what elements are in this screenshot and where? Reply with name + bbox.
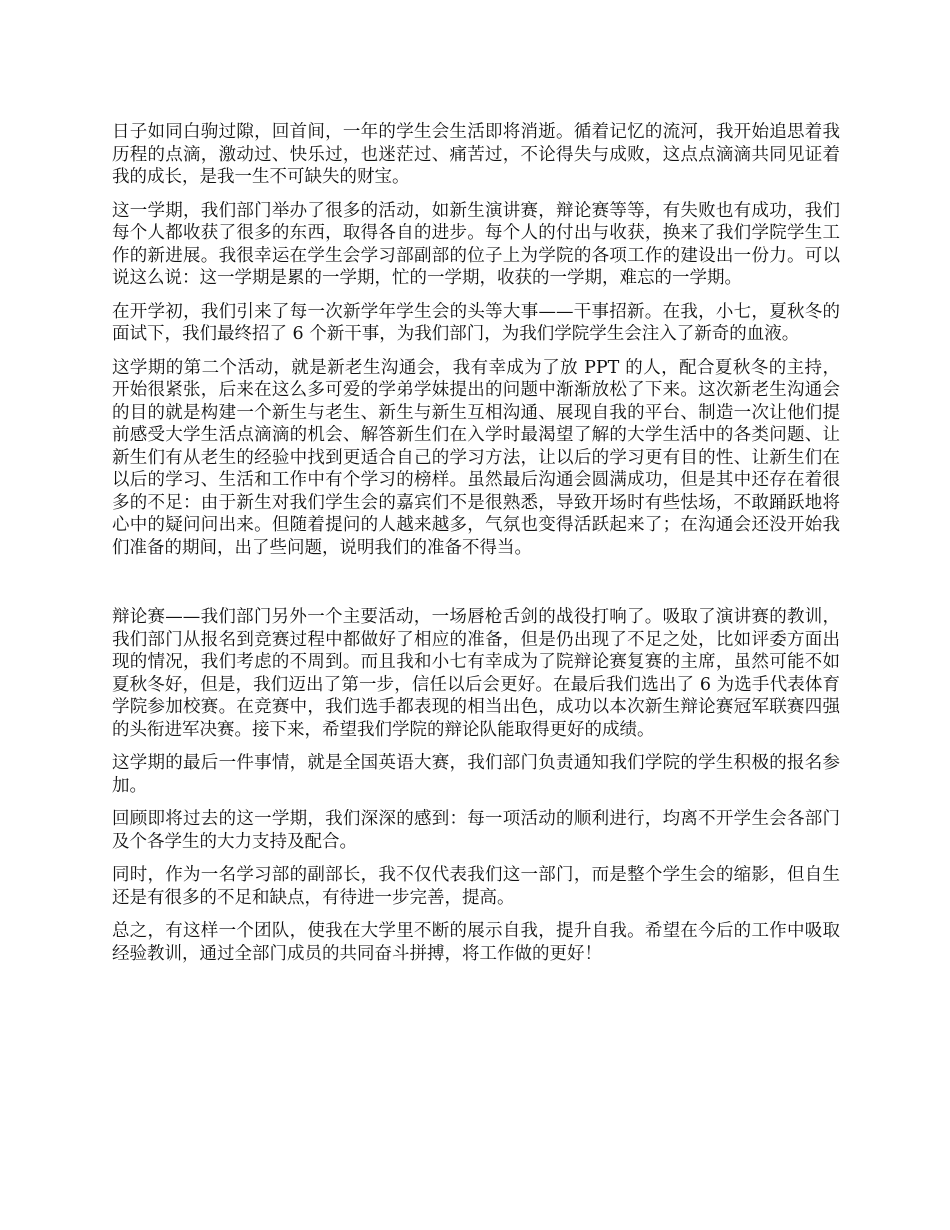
paragraph-recruitment: 在开学初，我们引来了每一次新学年学生会的头等大事——干事招新。在我，小七，夏秋冬的面试下，我们最终招了 6 个新干事，为我们部门，为我们学院学生会注入了新奇的血液。 (112, 301, 840, 344)
paragraph-gap (112, 570, 840, 606)
paragraph-english-contest: 这学期的最后一件事情，就是全国英语大赛，我们部门负责通知我们学院的学生积极的报名参加。 (112, 753, 840, 796)
paragraph-conclusion: 总之，有这样一个团队，使我在大学里不断的展示自我，提升自我。希望在今后的工作中吸取经验教训，通过全部门成员的共同奋斗拼搏，将工作做的更好！ (112, 921, 840, 964)
paragraph-semester-overview: 这一学期，我们部门举办了很多的活动，如新生演讲赛，辩论赛等等，有失败也有成功，我们每个人都收获了很多的东西，取得各自的进步。每个人的付出与收获，换来了我们学院学生工作的新进展。我很幸运在学生会学习部副部的位子上为学院的各项工作的建设出一份力。可以说这么说：这一学期是累的一学期，忙的一学期，收获的一学期，难忘的一学期。 (112, 200, 840, 288)
paragraph-communication-meeting: 这学期的第二个活动，就是新老生沟通会，我有幸成为了放 PPT 的人，配合夏秋冬的主持，开始很紧张，后来在这么多可爱的学弟学妹提出的问题中渐渐放松了下来。这次新老生沟通会的目的就是构建一个新生与老生、新生与新生互相沟通、展现自我的平台、制造一次让他们提前感受大学生活点滴滴的机会、解答新生们在入学时最渴望了解的大学生活中的各类问题、让新生们有从老生的经验中找到更适合自己的学习方法，让以后的学习更有目的性、让新生们在以后的学习、生活和工作中有个学习的榜样。虽然最后沟通会圆满成功，但是其中还存在着很多的不足：由于新生对我们学生会的嘉宾们不是很熟悉，导致开场时有些怯场，不敢踊跃地将心中的疑问问出来。但随着提问的人越来越多，气氛也变得活跃起来了；在沟通会还没开始我们准备的期间，出了些问题，说明我们的准备不得当。 (112, 357, 840, 558)
paragraph-role: 同时，作为一名学习部的副部长，我不仅代表我们这一部门，而是整个学生会的缩影，但自生还是有很多的不足和缺点，有待进一步完善，提高。 (112, 865, 840, 908)
paragraph-debate: 辩论赛——我们部门另外一个主要活动，一场唇枪舌剑的战役打响了。吸取了演讲赛的教训，我们部门从报名到竞赛过程中都做好了相应的准备，但是仍出现了不足之处，比如评委方面出现的情况，我们考虑的不周到。而且我和小七有幸成为了院辩论赛复赛的主席，虽然可能不如夏秋冬好，但是，我们迈出了第一步，信任以后会更好。在最后我们选出了 6 为选手代表体育学院参加校赛。在竞赛中，我们选手都表现的相当出色，成功以本次新生辩论赛冠军联赛四强的头衔进军决赛。接下来，希望我们学院的辩论队能取得更好的成绩。 (112, 607, 840, 740)
document-body (112, 121, 840, 976)
paragraph-review: 回顾即将过去的这一学期，我们深深的感到：每一项活动的顺利进行，均离不开学生会各部门及个各学生的大力支持及配合。 (112, 809, 840, 852)
paragraph-intro: 日子如同白驹过隙，回首间，一年的学生会生活即将消逝。循着记忆的流河，我开始追思着我历程的点滴，激动过、快乐过，也迷茫过、痛苦过，不论得失与成败，这点点滴滴共同见证着我的成长，是我一生不可缺失的财宝。 (112, 122, 840, 187)
